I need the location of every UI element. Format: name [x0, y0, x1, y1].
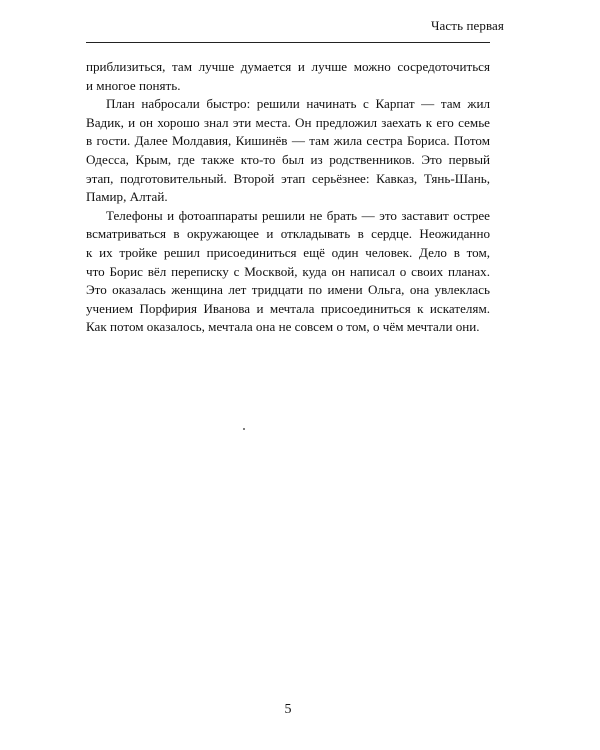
text-line: Памир, Алтай.	[86, 189, 168, 205]
text-line: учением Порфирия Иванова и мечтала присоединиться к искателям.	[86, 300, 490, 316]
text-line: этап, подготовительный. Второй этап серьёзнее: Кавказ, Тянь-Шань,	[86, 170, 490, 186]
paragraph-2	[86, 95, 490, 207]
text-line: Это оказалась женщина лет тридцати по имени Ольга, она увлеклась	[86, 282, 490, 298]
page-number: 5	[284, 702, 292, 717]
running-header: Часть первая	[431, 18, 504, 33]
paragraph-1	[86, 58, 490, 95]
body-text	[86, 58, 490, 337]
text-line: в гости. Далее Молдавия, Кишинёв — там жила сестра Бориса. Потом	[86, 133, 490, 149]
header-rule	[86, 42, 490, 43]
text-line: План набросали быстро: решили начинать с Карпат — там жил	[106, 96, 490, 112]
text-line: приблизиться, там лучше думается и лучше можно сосредоточиться	[86, 59, 490, 74]
text-line: всматриваться в окружающее и откладывать в сердце. Неожиданно	[86, 226, 490, 242]
text-line: и многое понять.	[86, 77, 181, 93]
text-line: Одесса, Крым, где также кто-то был из родственников. Это первый	[86, 151, 490, 167]
text-line: к их тройке решил присоединиться ещё один человек. Дело в том,	[86, 244, 490, 260]
text-line: Вадик, и он хорошо знал эти места. Он предложил заехать к его семье	[86, 114, 490, 130]
paragraph-3	[86, 207, 490, 337]
text-line: Телефоны и фотоаппараты решили не брать — это заставит острее	[106, 207, 490, 223]
text-line: Как потом оказалось, мечтала она не совсем о том, о чём мечтали они.	[86, 319, 480, 335]
scan-speck	[243, 428, 245, 430]
text-line: что Борис вёл переписку с Москвой, куда он написал о своих планах.	[86, 263, 490, 279]
